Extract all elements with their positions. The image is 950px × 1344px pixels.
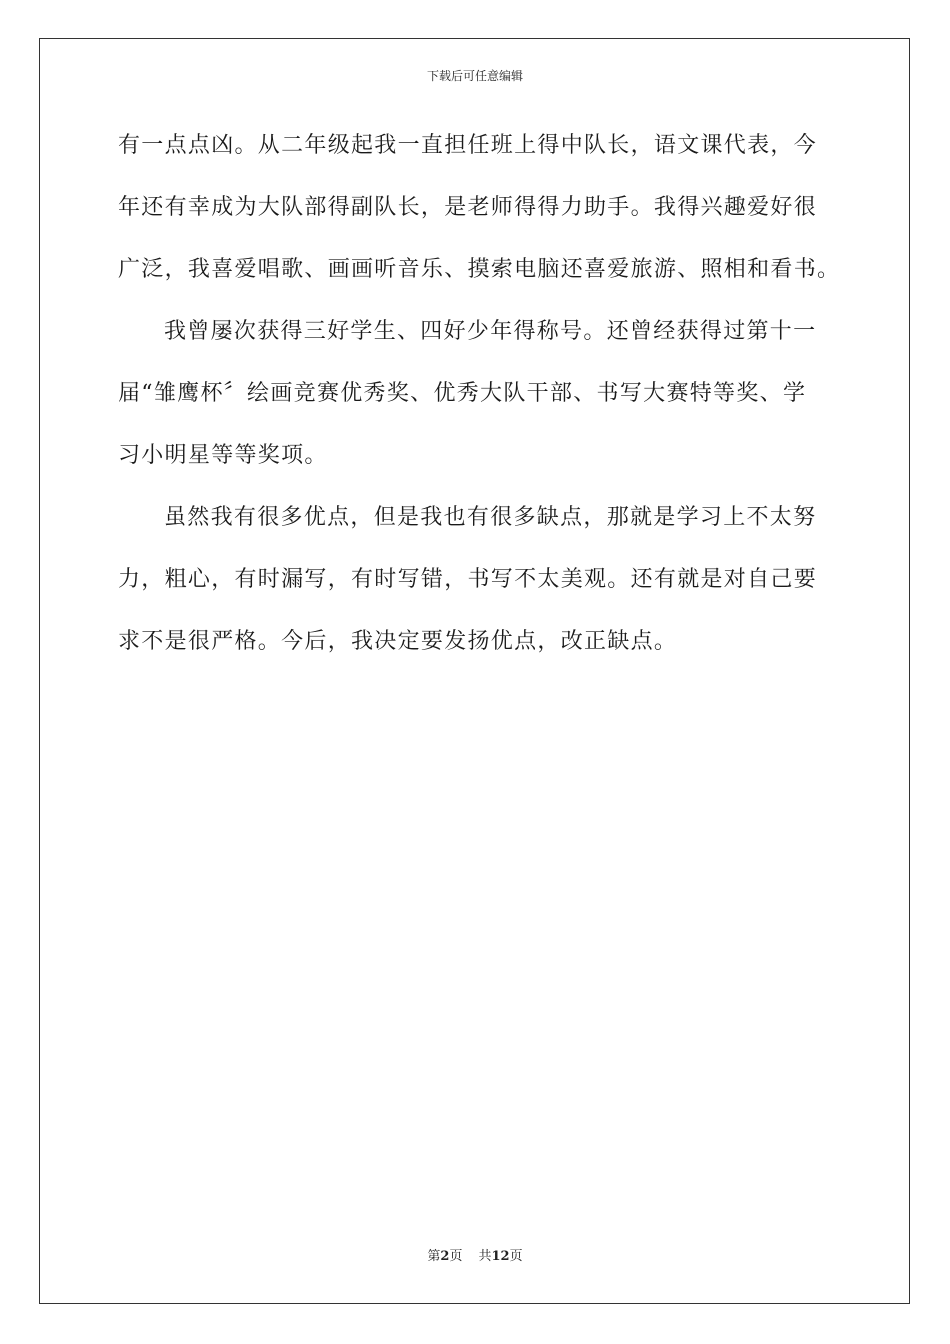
total-label-prefix: 共 xyxy=(478,1249,492,1264)
paragraph-start-line: 我曾屡次获得三好学生、四好少年得称号。还曾经获得过第十一 xyxy=(164,319,817,344)
page-header: 下载后可任意编辑 xyxy=(426,69,523,83)
page-label-unit: 页 xyxy=(449,1249,463,1264)
body-line: 届“雏鹰杯〞绘画竞赛优秀奖、优秀大队干部、书写大赛特等奖、学 xyxy=(118,381,807,406)
page-label-prefix: 第 xyxy=(427,1249,441,1264)
current-page-number: 2 xyxy=(440,1249,450,1264)
total-page-count: 12 xyxy=(491,1249,510,1264)
body-line: 广泛，我喜爱唱歌、画画听音乐、摸索电脑还喜爱旅游、照相和看书。 xyxy=(118,257,841,282)
body-line: 力，粗心，有时漏写，有时写错，书写不太美观。还有就是对自己要 xyxy=(118,567,818,592)
total-label-unit: 页 xyxy=(509,1249,523,1264)
body-line: 求不是很严格。今后，我决定要发扬优点，改正缺点。 xyxy=(118,629,678,654)
paragraph-start-line: 虽然我有很多优点，但是我也有很多缺点，那就是学习上不太努 xyxy=(164,505,817,530)
page-footer xyxy=(0,1248,950,1266)
body-line: 年还有幸成为大队部得副队长，是老师得得力助手。我得兴趣爱好很 xyxy=(118,195,818,220)
body-line: 习小明星等等奖项。 xyxy=(118,443,328,468)
document-body xyxy=(118,126,858,684)
body-line: 有一点点凶。从二年级起我一直担任班上得中队长，语文课代表，今 xyxy=(118,133,818,158)
